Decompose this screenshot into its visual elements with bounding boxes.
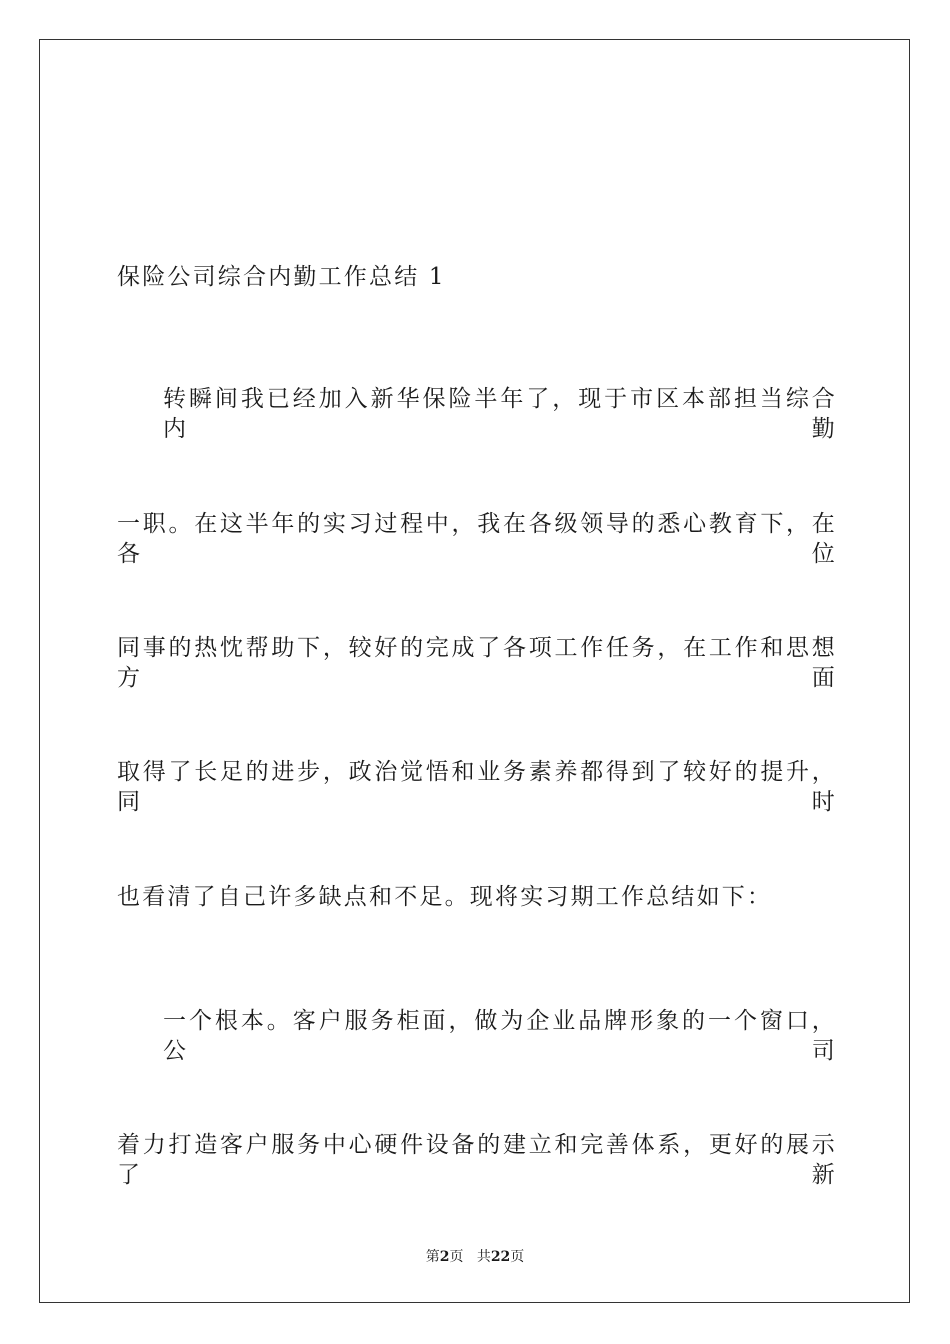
paragraph-1-line-1: 转瞬间我已经加入新华保险半年了，现于市区本部担当综合内勤 [163,386,837,442]
paragraph-1-line-4: 取得了长足的进步，政治觉悟和业务素养都得到了较好的提升，同时 [117,759,837,815]
paragraph-1-line-3: 同事的热忱帮助下，较好的完成了各项工作任务，在工作和思想方面 [117,635,837,691]
page-number: 2 [439,1249,450,1265]
total-prefix: 共 [476,1249,491,1265]
page-footer [0,1248,950,1266]
paragraph-2-line-2: 着力打造客户服务中心硬件设备的建立和完善体系，更好的展示了新 [117,1132,837,1188]
paragraph-2-line-1: 一个根本。客户服务柜面，做为企业品牌形象的一个窗口，公司 [163,1008,837,1064]
paragraph-1-line-5: 也看清了自己许多缺点和不足。现将实习期工作总结如下： [117,884,773,910]
total-suffix: 页 [510,1249,525,1265]
page-suffix: 页 [449,1249,464,1265]
paragraph-1-line-2: 一职。在这半年的实习过程中，我在各级领导的悉心教育下，在各位 [117,511,837,567]
total-pages: 22 [490,1249,511,1265]
page-prefix: 第 [425,1249,440,1265]
document-title: 保险公司综合内勤工作总结 1 [117,264,446,290]
